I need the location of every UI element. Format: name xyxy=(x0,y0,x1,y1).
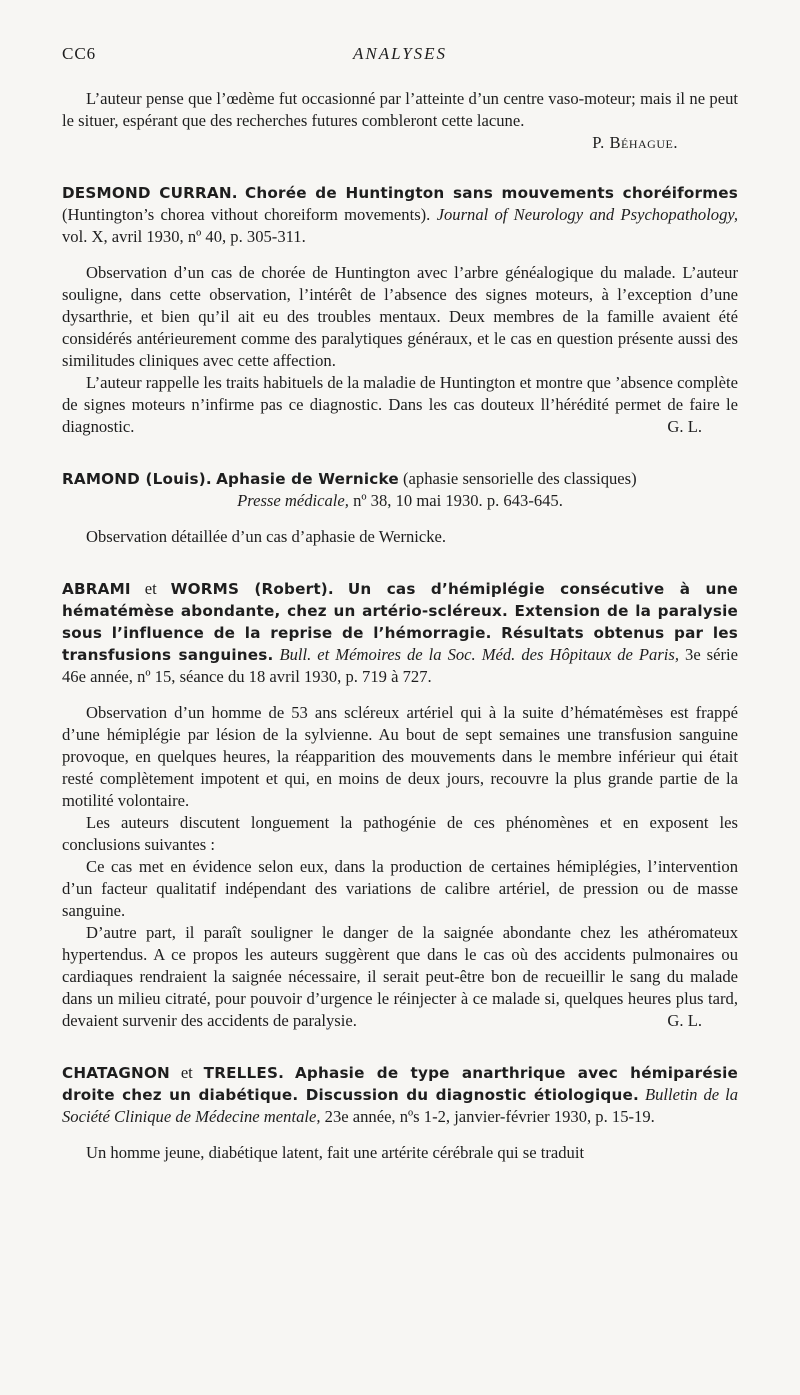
entry-source: Presse médicale, xyxy=(237,491,349,510)
entry-paragraph: Les auteurs discutent longuement la pathogénie de ces phénomènes et en exposent les conclusions suivantes : xyxy=(62,813,738,854)
review-entry-abrami-worms xyxy=(62,578,738,1032)
page-number: ϹϹ6 xyxy=(62,44,97,63)
entry-title: Chorée de Huntington sans mouvements choréiformes xyxy=(245,184,738,202)
review-entry-chatagnon-trelles xyxy=(62,1062,738,1164)
intro-signature: P. Béhague. xyxy=(592,133,678,152)
entry-citation: vol. X, avril 1930, nº 40, p. 305-311. xyxy=(62,227,306,246)
entry-heading xyxy=(62,182,738,248)
entry-signature: G. L. xyxy=(667,1011,702,1030)
entry-source: Journal of Neurology and Psychopathology, xyxy=(436,205,738,224)
entry-citation: 3e série 46e année, nº 15, séance du 18 avril 1930, p. 719 à 727. xyxy=(62,645,739,686)
entry-title: Aphasie de Wernicke xyxy=(216,470,399,488)
entry-translation: (Huntington’s chorea vithout choreiform movements). xyxy=(62,205,431,224)
entry-heading xyxy=(62,578,738,688)
entry-author: WORMS (Robert). xyxy=(170,580,334,598)
running-head: ANALYSES xyxy=(352,44,448,63)
entry-title: Aphasie de type anarthrique avec hémiparésie droite chez un diabétique. Discussion du diagnostic étiologique. xyxy=(62,1064,738,1104)
entry-translation: (aphasie sensorielle des classiques) xyxy=(403,469,637,488)
entry-author-connector: et xyxy=(180,1063,193,1082)
entry-source-line xyxy=(62,490,738,512)
intro-paragraph: L’auteur pense que l’œdème fut occasionné par l’atteinte d’un centre vaso-moteur; mais il ne peut le situer, espérant que des recherches futures combleront cette lacune. xyxy=(62,89,738,130)
entry-paragraph-text: D’autre part, il paraît souligner le danger de la saignée abondante chez les athéromateux hypertendus. A ce propos les auteurs suggèrent que dans le cas où des accidents pulmonaires ou cardiaques rendraient la saignée nécessaire, il serait peut-être bon de recueillir le sang du malade dans un milieu citraté, pour pouvoir d’urgence le réinjecter à ce malade si, quelques heures plus tard, devaient survenir des accidents de paralysie. xyxy=(62,923,738,1030)
page-header xyxy=(62,44,738,70)
entry-author: RAMOND (Louis). xyxy=(62,470,212,488)
entry-citation: 23e année, nºs 1-2, janvier-février 1930, p. 15-19. xyxy=(324,1107,655,1126)
entry-title: Un cas d’hémiplégie consécutive à une hématémèse abondante, chez un artério-scléreux. Extension de la paralysie sous l’influence de la reprise de l’hémorragie. Résultats obtenus par les transfusions sanguines. xyxy=(62,580,738,664)
entry-author: ABRAMI xyxy=(62,580,131,598)
review-entry-curran xyxy=(62,182,738,438)
entry-citation: nº 38, 10 mai 1930. p. 643-645. xyxy=(353,491,563,510)
entry-paragraph xyxy=(62,372,738,438)
page-body xyxy=(62,88,738,1164)
entry-paragraph: Observation d’un cas de chorée de Huntington avec l’arbre généalogique du malade. L’auteur souligne, dans cette observation, l’intérêt de l’absence des signes moteurs, à l’exception d’une dysarthrie, et bien qu’il ait eu des troubles mentaux. Deux membres de la famille avaient été considérés antérieurement comme des paralytiques généraux, et le cas en question présente aussi des similitudes cliniques avec cette affection. xyxy=(62,263,738,370)
entry-author: CHATAGNON xyxy=(62,1064,170,1082)
entry-source: Bull. et Mémoires de la Soc. Méd. des Hôpitaux de Paris, xyxy=(279,645,679,664)
entry-paragraph: Observation d’un homme de 53 ans scléreux artériel qui à la suite d’hématémèses est frappé d’une hémiplégie par lésion de la sylvienne. Au bout de sept semaines une transfusion sanguine provoque, en quelques heures, la réapparition des mouvements dans le membre inférieur qui était resté complètement impotent et qui, en moins de deux jours, recouvre la plus grande partie de la motilité volontaire. xyxy=(62,703,738,810)
entry-signature: G. L. xyxy=(667,417,702,436)
entry-paragraph-text: L’auteur rappelle les traits habituels de la maladie de Huntington et montre que ’absence complète de signes moteurs n’infirme pas ce diagnostic. Dans les cas douteux ll’hérédité permet de faire le diagnostic. xyxy=(62,373,738,436)
entry-author: TRELLES. xyxy=(203,1064,285,1082)
entry-source: Bulletin de la Société Clinique de Médecine mentale, xyxy=(62,1085,738,1126)
entry-paragraph: Un homme jeune, diabétique latent, fait une artérite cérébrale qui se traduit xyxy=(86,1143,585,1162)
entry-author-connector: et xyxy=(144,579,157,598)
entry-paragraph: Observation détaillée d’un cas d’aphasie de Wernicke. xyxy=(86,527,447,546)
review-entry-ramond xyxy=(62,468,738,548)
entry-author: DESMOND CURRAN. xyxy=(62,184,238,202)
entry-paragraph xyxy=(62,922,738,1032)
entry-paragraph: Ce cas met en évidence selon eux, dans la production de certaines hémiplégies, l’intervention d’un facteur qualitatif indépendant des variations de calibre artériel, de pression ou de masse sanguine. xyxy=(62,857,738,920)
entry-heading xyxy=(62,1062,738,1128)
entry-heading xyxy=(62,468,738,512)
